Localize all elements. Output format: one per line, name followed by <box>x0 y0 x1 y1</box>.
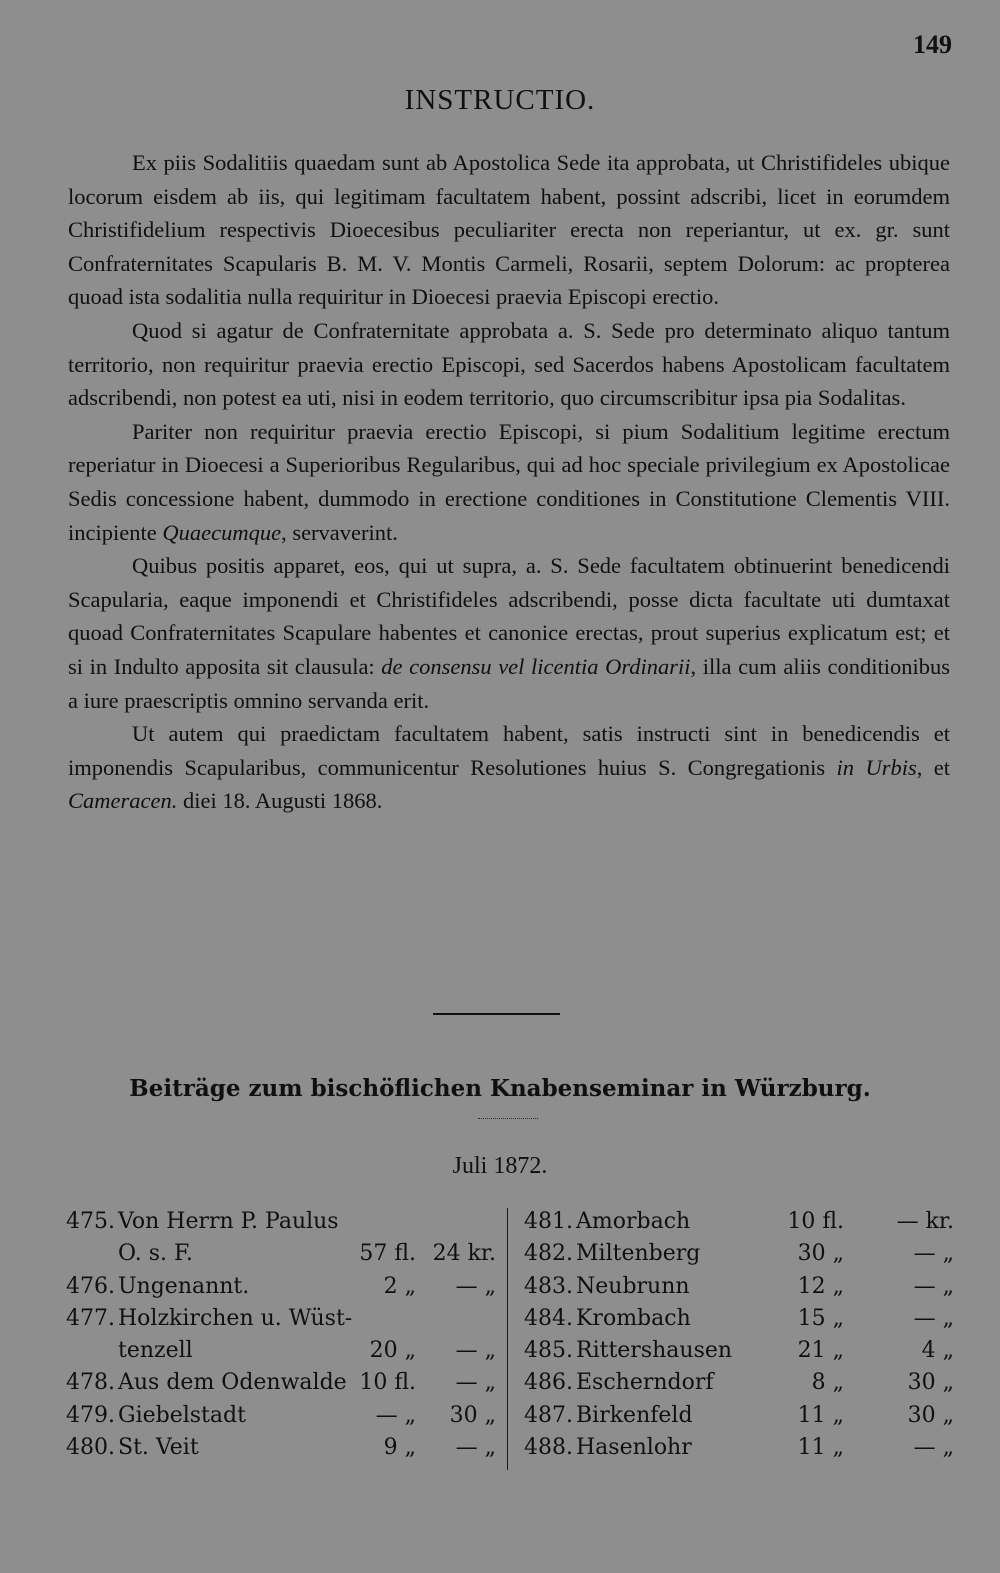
contribution-kreuzer: 30 „ <box>907 1402 954 1428</box>
contribution-kreuzer: — „ <box>913 1305 954 1331</box>
contribution-number: 487. <box>524 1402 573 1428</box>
contribution-kreuzer: — kr. <box>896 1209 954 1234</box>
paragraph-text: Ut autem qui praedictam facultatem habent, satis instructi sint in benedicendis et imponendis Scapularibus, communicentur Resolutiones huius S. Congregationis <box>68 721 950 780</box>
contribution-number: 480. <box>66 1435 115 1461</box>
paragraph <box>68 717 950 818</box>
contribution-gulden: 12 „ <box>797 1273 844 1299</box>
contribution-gulden: 11 „ <box>797 1402 844 1428</box>
contribution-row <box>66 1432 496 1464</box>
contribution-kreuzer: 4 „ <box>921 1338 954 1364</box>
contribution-donor: Amorbach <box>576 1209 691 1234</box>
contribution-donor: Krombach <box>576 1305 691 1331</box>
contribution-row <box>524 1238 954 1270</box>
contribution-kreuzer: — „ <box>455 1370 496 1396</box>
contribution-donor: Rittershausen <box>576 1338 733 1364</box>
paragraph <box>68 146 950 314</box>
column-divider <box>507 1208 508 1470</box>
italic-text: in Urbis <box>836 754 917 780</box>
contribution-donor: Von Herrn P. Paulus <box>118 1209 339 1234</box>
contribution-donor: Escherndorf <box>576 1370 714 1396</box>
contribution-gulden: 11 „ <box>797 1435 844 1461</box>
dotted-divider <box>478 1118 538 1119</box>
contribution-donor: Giebelstadt <box>118 1402 246 1428</box>
contributions-date: Juli 1872. <box>452 1153 548 1179</box>
contribution-row <box>524 1335 954 1367</box>
contribution-gulden: 10 fl. <box>787 1209 844 1234</box>
section-title: INSTRUCTIO. <box>404 84 596 116</box>
contribution-gulden: 9 „ <box>383 1435 416 1461</box>
contribution-kreuzer: 24 kr. <box>432 1241 496 1267</box>
contribution-row <box>66 1206 496 1238</box>
contribution-row <box>524 1400 954 1432</box>
contribution-number: 484. <box>524 1305 573 1331</box>
paragraph-text: Quod si agatur de Confraternitate approbata a. S. Sede pro determinato aliquo tantum territorio, non requiritur praevia erectio Episcopi, sed Sacerdos habens Apostolicam facultatem adscribendi, non potest ea uti, nisi in eodem territorio, quo circumscribitur ipsa pia Sodalitas. <box>68 317 950 411</box>
contribution-number: 478. <box>66 1370 115 1396</box>
contribution-number: 485. <box>524 1338 573 1364</box>
contribution-gulden: — „ <box>375 1402 416 1428</box>
contribution-row <box>66 1303 496 1335</box>
section-divider <box>433 1013 560 1015</box>
contribution-kreuzer: — „ <box>913 1241 954 1267</box>
contribution-number: 483. <box>524 1273 573 1299</box>
paragraph <box>68 549 950 717</box>
contribution-donor: Neubrunn <box>576 1273 690 1299</box>
contribution-row <box>66 1335 496 1367</box>
paragraph-text: , et <box>916 754 950 780</box>
contribution-number: 477. <box>66 1305 115 1331</box>
contributions-heading: Beiträge zum bischöflichen Knabenseminar in Würzburg. <box>129 1075 871 1102</box>
contribution-donor: tenzell <box>118 1338 193 1364</box>
contribution-gulden: 21 „ <box>797 1338 844 1364</box>
contribution-number: 488. <box>524 1435 573 1461</box>
contribution-kreuzer: — „ <box>913 1435 954 1461</box>
contribution-number: 475. <box>66 1209 115 1234</box>
paragraph-text: Ex piis Sodalitiis quaedam sunt ab Apostolica Sede ita approbata, ut Christifideles ubique locorum eisdem ab iis, qui legitimam facultatem habent, possint adscribi, licet in eorumdem Christifidelium respectivis Dioecesibus peculiariter erecta non reperiantur, ut ex. gr. sunt Confraternitates Scapularis B. M. V. Montis Carmeli, Rosarii, septem Dolorum: ac propterea quoad ista sodalitia nulla requiritur in Dioecesi praevia Episcopi erectio. <box>68 150 950 310</box>
paragraph-text: , illa cum aliis conditionibus a iure praescriptis omnino servanda erit. <box>68 653 950 713</box>
contribution-gulden: 30 „ <box>797 1241 844 1267</box>
contribution-gulden: 15 „ <box>797 1305 844 1331</box>
contribution-row <box>66 1400 496 1432</box>
contribution-kreuzer: 30 „ <box>449 1402 496 1428</box>
contribution-donor: Miltenberg <box>576 1241 701 1267</box>
contribution-number: 476. <box>66 1273 115 1299</box>
contribution-number: 486. <box>524 1370 573 1396</box>
page-number: 149 <box>913 30 952 59</box>
contribution-gulden: 8 „ <box>811 1370 844 1396</box>
paragraph-text: diei 18. Augusti 1868. <box>177 788 383 814</box>
body-text <box>68 146 950 818</box>
contribution-kreuzer: — „ <box>455 1273 496 1299</box>
paragraph-text: , servaverint. <box>281 519 398 545</box>
contribution-donor: Aus dem Odenwalde <box>118 1370 347 1396</box>
contribution-number: 479. <box>66 1402 115 1428</box>
contribution-donor: Hasenlohr <box>576 1435 692 1461</box>
contribution-gulden: 57 fl. <box>359 1241 416 1267</box>
contribution-gulden: 2 „ <box>383 1273 416 1299</box>
contribution-row <box>524 1367 954 1399</box>
contribution-row <box>524 1303 954 1335</box>
contributions-right-column <box>524 1206 954 1464</box>
contribution-gulden: 10 fl. <box>359 1370 416 1396</box>
contribution-kreuzer: 30 „ <box>907 1370 954 1396</box>
paragraph-text: Quibus positis apparet, eos, qui ut supra, a. S. Sede facultatem obtinuerint benedicendi Scapularia, eaque imponendi et Christifideles adscribendi, posse dicta facultate uti dumtaxat quoad Confraternitates Scapulare habentes et canonice erectas, prout superius explicatum est; et si in Indulto apposita sit clausula: <box>68 553 950 679</box>
italic-text: Quaecumque <box>162 519 282 545</box>
contribution-donor: O. s. F. <box>118 1241 193 1267</box>
contribution-donor: St. Veit <box>118 1435 199 1461</box>
paragraph <box>68 314 950 415</box>
contribution-kreuzer: — „ <box>455 1435 496 1461</box>
contribution-gulden: 20 „ <box>369 1338 416 1364</box>
contribution-row <box>524 1432 954 1464</box>
contribution-row <box>66 1238 496 1270</box>
italic-text: de consensu vel licentia Ordinarii <box>381 653 691 679</box>
contribution-donor: Birkenfeld <box>576 1402 693 1428</box>
contribution-number: 482. <box>524 1241 573 1267</box>
contribution-donor: Holzkirchen u. Wüst- <box>118 1305 353 1331</box>
contribution-kreuzer: — „ <box>913 1273 954 1299</box>
contribution-number: 481. <box>524 1209 573 1234</box>
paragraph-text: Pariter non requiritur praevia erectio Episcopi, si pium Sodalitium legitime erectum reperiatur in Dioecesi a Superioribus Regularibus, qui ad hoc speciale privilegium ex Apostolicae Sedis concessione habent, dummodo in erectione conditiones in Constitutione Clementis VIII. incipiente <box>68 418 950 545</box>
paragraph <box>68 415 950 549</box>
contribution-row <box>66 1271 496 1303</box>
contribution-row <box>66 1367 496 1399</box>
contribution-kreuzer: — „ <box>455 1338 496 1364</box>
contribution-row <box>524 1271 954 1303</box>
contribution-row <box>524 1206 954 1238</box>
contributions-left-column <box>66 1206 496 1464</box>
contribution-donor: Ungenannt. <box>118 1273 250 1299</box>
italic-text: Cameracen. <box>68 788 178 814</box>
